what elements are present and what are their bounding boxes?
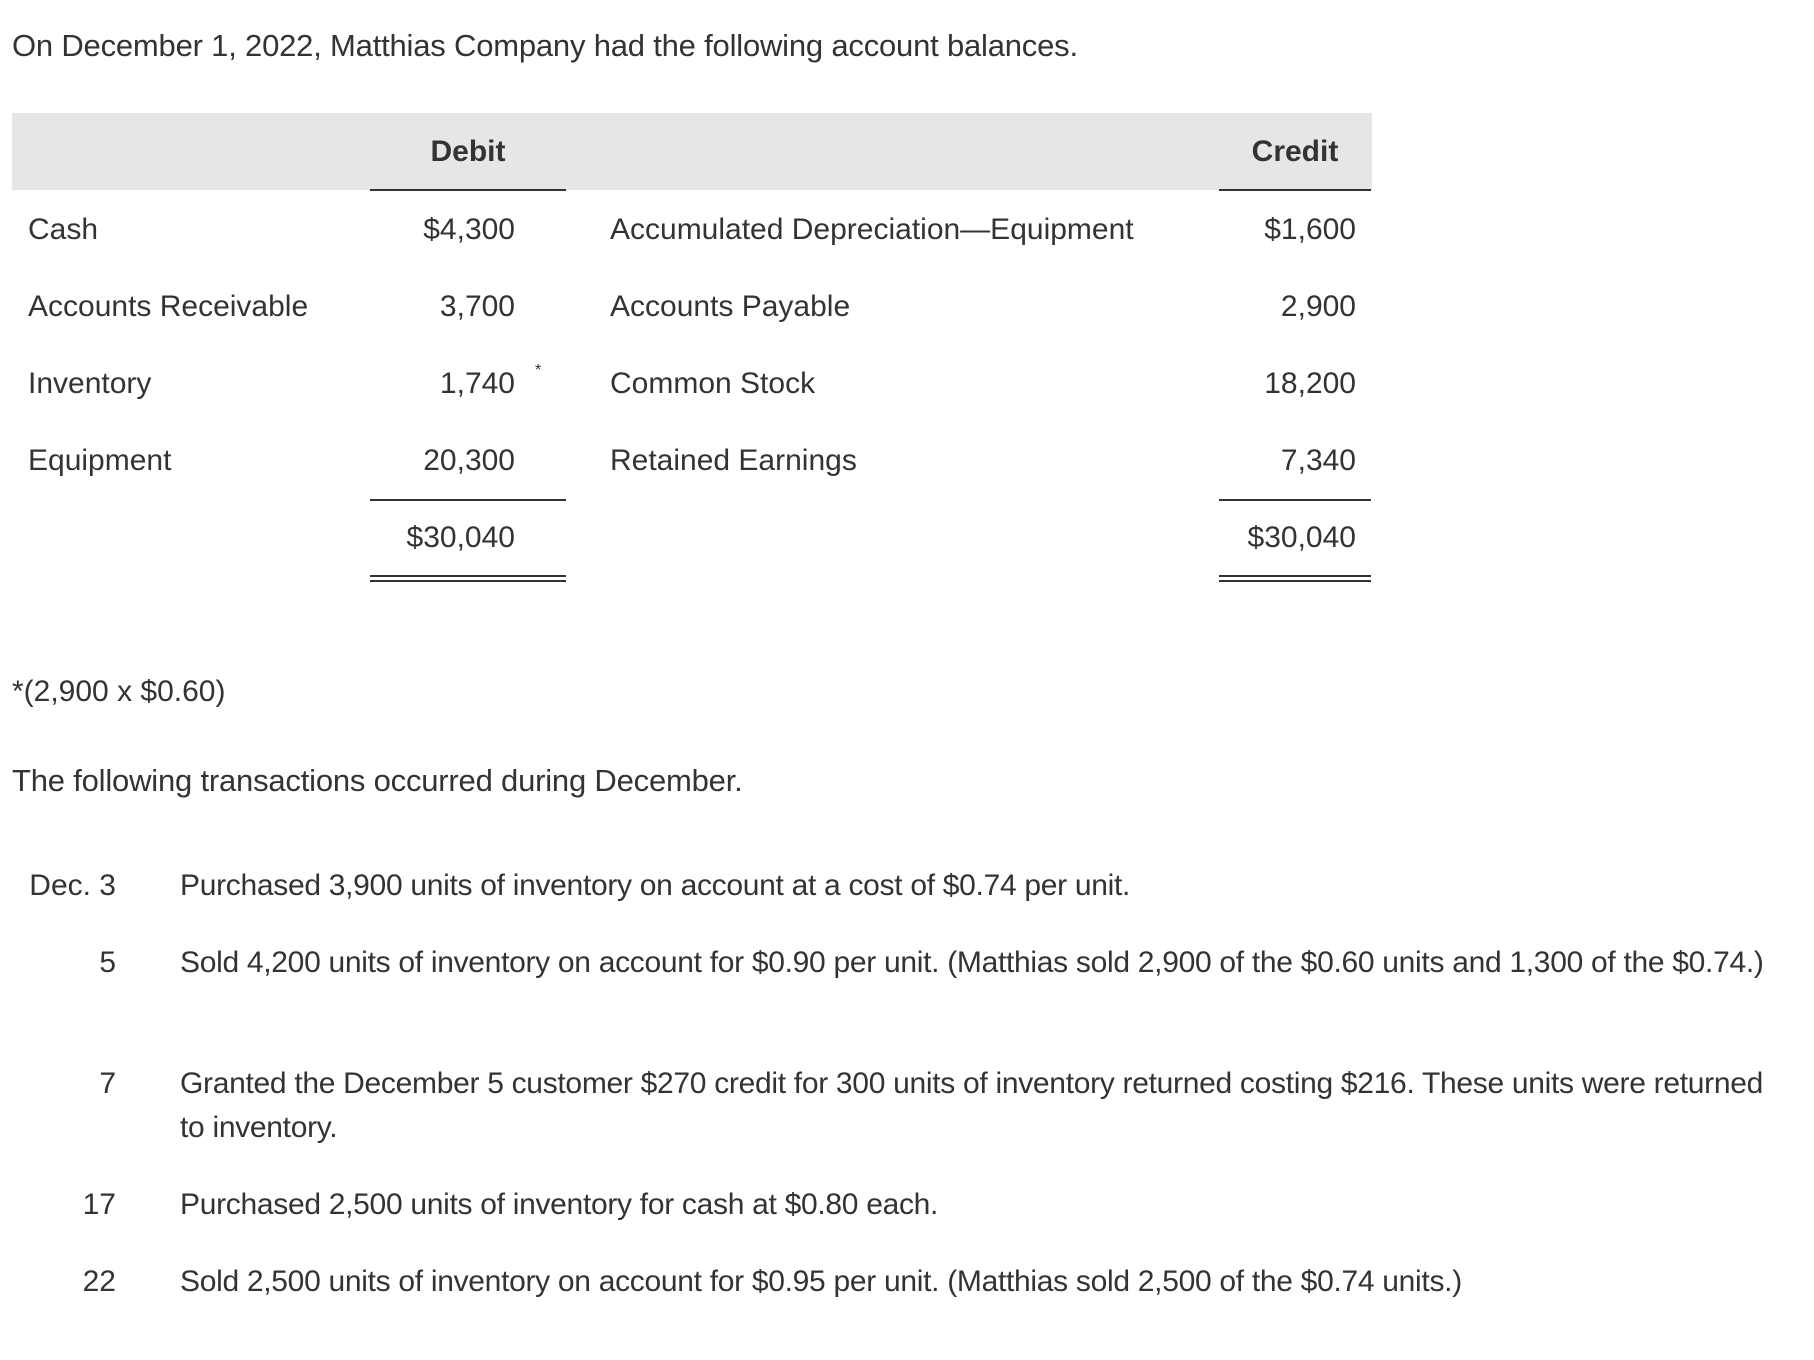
transaction-description: Granted the December 5 customer $270 credit for 300 units of inventory returned costing $216. These units were returned to inventory. [180,1067,1763,1144]
debit-total-double-rule [370,575,566,582]
credit-amount-accumulated-depreciation: $1,600 [1264,213,1356,246]
debit-header-rule [370,189,566,191]
transaction-description: Purchased 3,900 units of inventory on account at a cost of $0.74 per unit. [180,869,1131,902]
transaction-description: Sold 2,500 units of inventory on account for $0.95 per unit. (Matthias sold 2,500 of the $0.74 units.) [180,1265,1462,1298]
transactions-intro: The following transactions occurred during December. [12,763,743,798]
credit-header-rule [1219,189,1371,191]
credit-total-double-rule [1219,575,1371,582]
credit-header: Credit [1251,135,1339,168]
transaction-description: Sold 4,200 units of inventory on account for $0.90 per unit. (Matthias sold 2,900 of the $0.60 units and 1,300 of the $0.74.) [180,946,1764,979]
debit-total: $30,040 [406,521,515,554]
debit-header: Debit [430,135,506,168]
transaction-description: Purchased 2,500 units of inventory for cash at $0.80 each. [180,1188,939,1221]
table-header [12,113,1372,190]
right-account-retained-earnings: Retained Earnings [610,444,857,477]
debit-amount-accounts-receivable: 3,700 [439,290,515,323]
account-balances-table [12,113,1372,593]
right-account-common-stock: Common Stock [610,367,816,400]
inventory-footnote: *(2,900 x $0.60) [12,675,226,708]
transaction-date: 17 [82,1188,116,1221]
credit-amount-common-stock: 18,200 [1264,367,1356,400]
inventory-footnote-marker: * [535,362,542,379]
credit-subtotal-rule [1219,499,1371,501]
debit-amount-inventory: 1,740 [439,367,515,400]
intro-text: On December 1, 2022, Matthias Company had the following account balances. [12,28,1078,63]
debit-amount-equipment: 20,300 [423,444,515,477]
transaction-date: 5 [99,946,116,979]
right-account-accounts-payable: Accounts Payable [610,290,851,323]
transaction-date: 22 [82,1265,116,1298]
debit-subtotal-rule [370,499,566,501]
credit-amount-retained-earnings: 7,340 [1280,444,1356,477]
right-account-accumulated-depreciation: Accumulated Depreciation—Equipment [610,213,1134,246]
debit-amount-cash: $4,300 [423,213,515,246]
left-account-accounts-receivable: Accounts Receivable [28,290,309,323]
left-account-equipment: Equipment [28,444,172,477]
credit-total: $30,040 [1247,521,1356,554]
transaction-date: Dec. 3 [29,869,116,902]
credit-amount-accounts-payable: 2,900 [1280,290,1356,323]
left-account-inventory: Inventory [28,367,152,400]
transaction-date: 7 [99,1067,116,1100]
left-account-cash: Cash [28,213,99,246]
